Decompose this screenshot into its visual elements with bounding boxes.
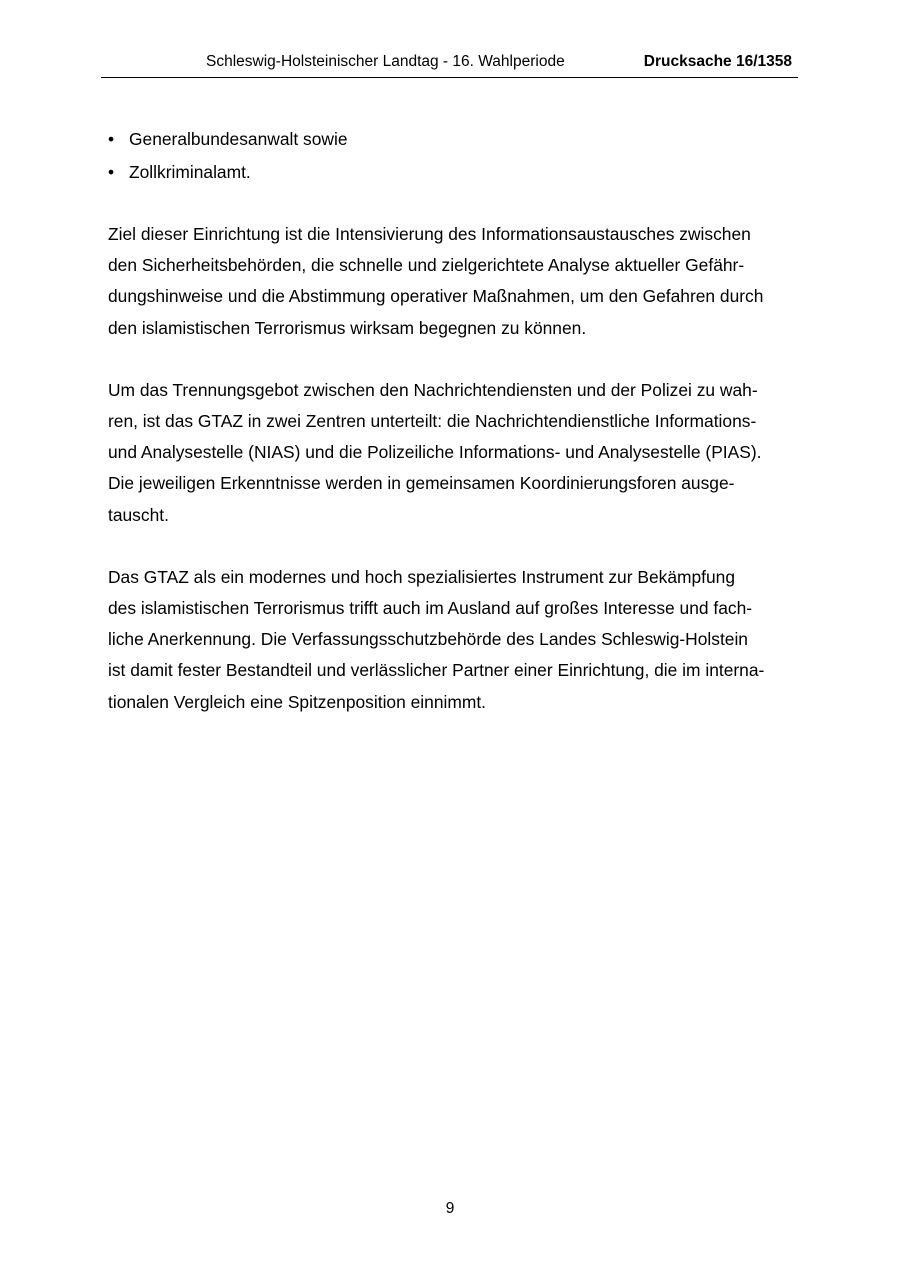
list-item: [108, 156, 794, 189]
page-header: [101, 50, 798, 78]
paragraph-separation: Um das Trennungsgebot zwischen den Nachrichtendiensten und der Polizei zu wah- ren, ist das GTAZ in zwei Zentren unterteilt: die Nachrichtendienstliche Informations- und Analysestelle (NIAS) und die Polizeiliche Informations- und Analysestelle (PIAS). Die jeweiligen Erkenntnisse werden in gemeinsamen Koordinierungsforen ausge- tauscht.: [108, 379, 762, 525]
list-item-text: Zollkriminalamt.: [129, 162, 251, 182]
header-title: Schleswig-Holsteinischer Landtag - 16. Wahlperiode: [206, 53, 565, 70]
paragraph-recognition: Das GTAZ als ein modernes und hoch spezialisiertes Instrument zur Bekämpfung des islamistischen Terrorismus trifft auch im Ausland auf großes Interesse und fach- liche Anerkennung. Die Verfassungsschutzbehörde des Landes Schleswig-Holstein ist damit fester Bestandteil und verlässlicher Partner einer Einrichtung, die im interna- tionalen Vergleich eine Spitzenposition einnimmt.: [108, 566, 765, 712]
list-item-text: Generalbundesanwalt sowie: [129, 129, 348, 149]
page-content: [108, 123, 794, 718]
page-number: 9: [445, 1200, 455, 1217]
bullet-list: [108, 123, 794, 189]
paragraph-goal: Ziel dieser Einrichtung ist die Intensivierung des Informationsaustausches zwischen den Sicherheitsbehörden, die schnelle und zielgerichtete Analyse aktueller Gefähr- dungshinweise und die Abstimmung operativer Maßnahmen, um den Gefahren durch den islamistischen Terrorismus wirksam begegnen zu können.: [108, 224, 764, 338]
document-number: Drucksache 16/1358: [643, 53, 792, 70]
bullet-icon: •: [108, 162, 115, 182]
list-item: [108, 123, 794, 156]
bullet-icon: •: [108, 129, 115, 149]
